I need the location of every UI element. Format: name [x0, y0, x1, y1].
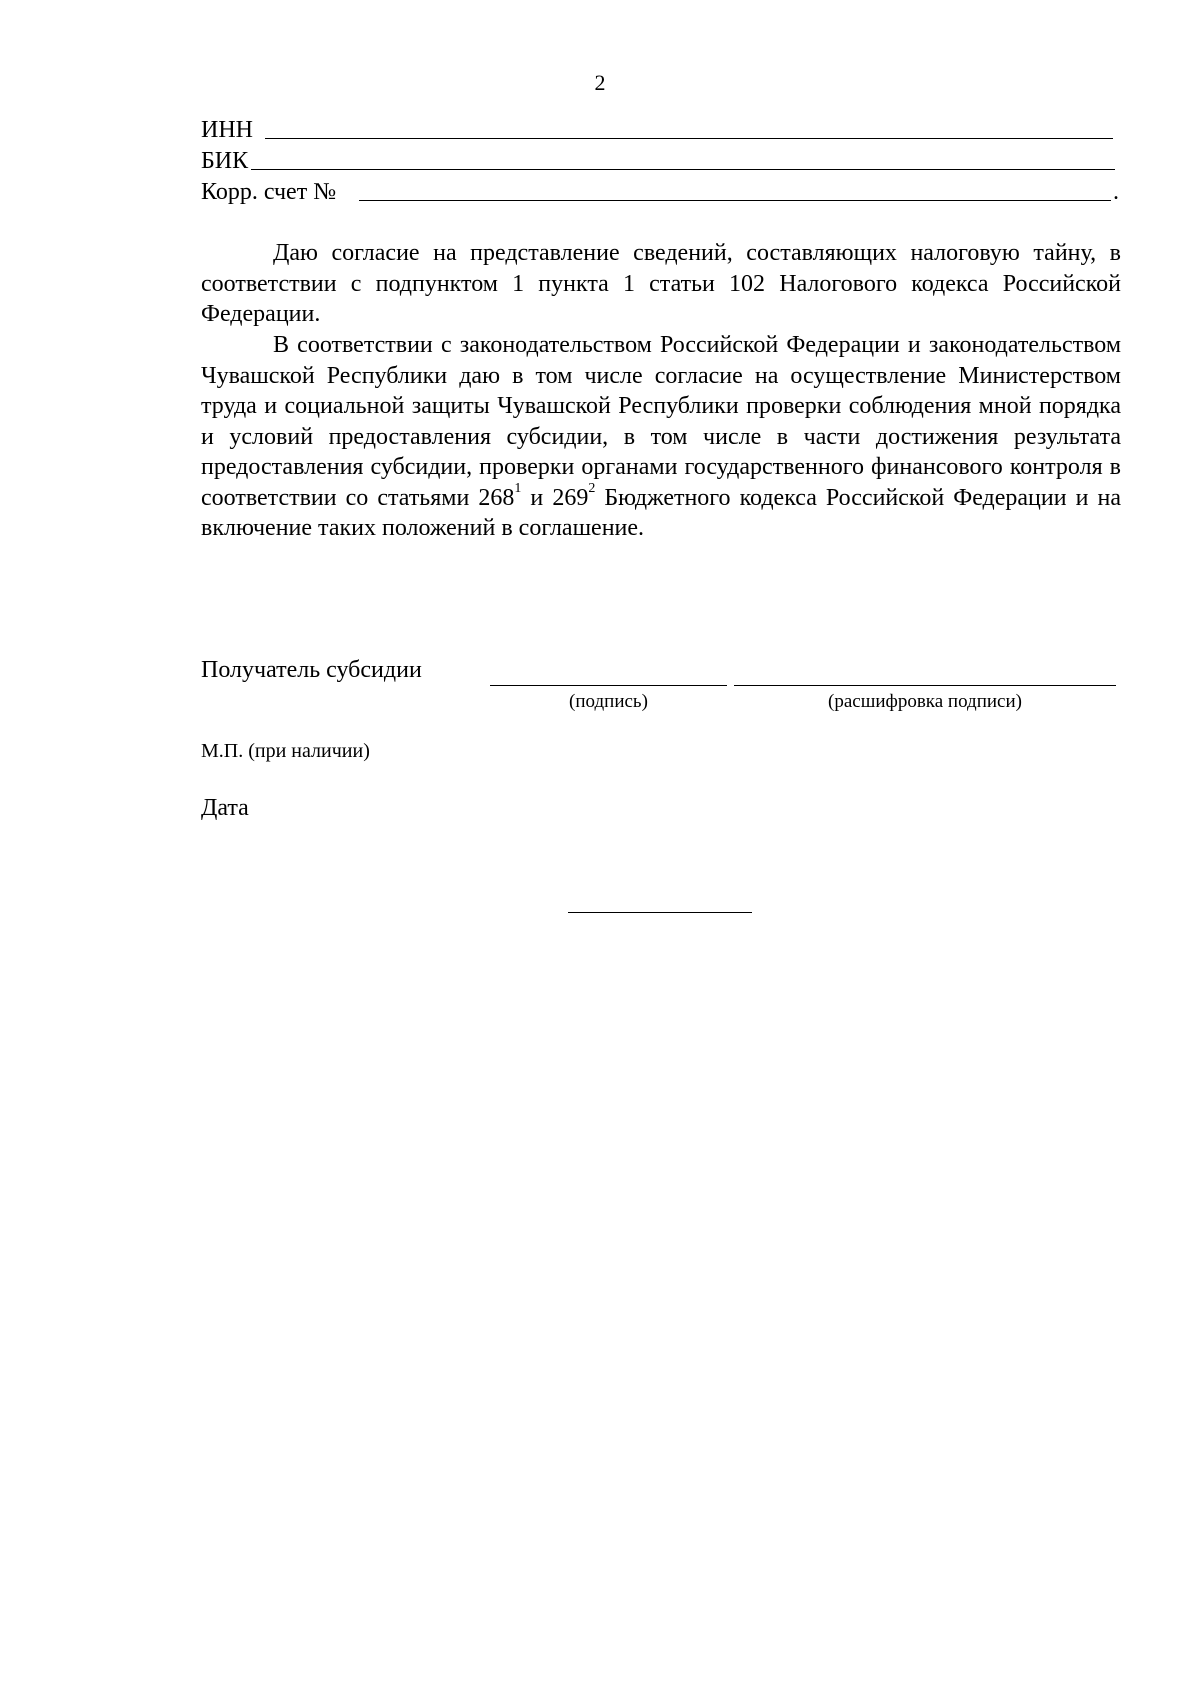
stamp-label: М.П. (при наличии)	[201, 740, 370, 762]
corr-account-label: Корр. счет №	[201, 179, 337, 205]
signature-caption: (подпись)	[569, 691, 648, 712]
state-control-consent-text-end: Бюджетного кодекса Российской Федерации и на включение таких положений в соглашение.	[201, 484, 1122, 541]
article-268-superscript: 1	[514, 480, 522, 496]
inn-field	[201, 115, 1113, 145]
bik-field	[201, 146, 1115, 176]
bik-input-line[interactable]	[251, 169, 1115, 170]
document-end-divider	[568, 912, 752, 913]
corr-account-field	[201, 177, 1123, 207]
inn-input-line[interactable]	[265, 138, 1113, 139]
state-control-consent-text: В соответствии с законодательством Российской Федерации и законодательством Чувашской Республики даю в том числе согласие на осуществление Министерством труда и социальной защиты Чувашской Республики проверки соблюдения мной порядка и условий предоставления субсидии, в том числе в части достижения результата предоставления субсидии, проверки органами государственного финансового контроля в соответствии со статьями	[201, 332, 1121, 511]
tax-secret-consent-paragraph	[201, 238, 1121, 330]
article-269-number: 269	[552, 484, 589, 511]
article-268-number: 268	[478, 484, 515, 511]
signature-decoding-line[interactable]	[734, 685, 1116, 686]
tax-secret-consent-text: Даю согласие на представление сведений, составляющих налоговую тайну, в соответствии с подпунктом 1 пункта 1 статьи 102 Налогового кодекса Российской Федерации.	[201, 240, 1121, 327]
article-conjunction: и	[521, 484, 553, 511]
article-269-superscript: 2	[588, 480, 596, 496]
inn-label: ИНН	[201, 117, 253, 143]
page-number: 2	[594, 70, 606, 95]
date-label: Дата	[201, 795, 249, 821]
state-control-consent-paragraph	[201, 330, 1121, 544]
recipient-label: Получатель субсидии	[201, 657, 422, 683]
signature-line[interactable]	[490, 685, 727, 686]
signature-decoding-caption: (расшифровка подписи)	[828, 691, 1022, 712]
bik-label: БИК	[201, 148, 249, 174]
signature-block	[201, 655, 1121, 725]
corr-account-period: .	[1113, 179, 1119, 205]
corr-account-input-line[interactable]	[359, 200, 1111, 201]
